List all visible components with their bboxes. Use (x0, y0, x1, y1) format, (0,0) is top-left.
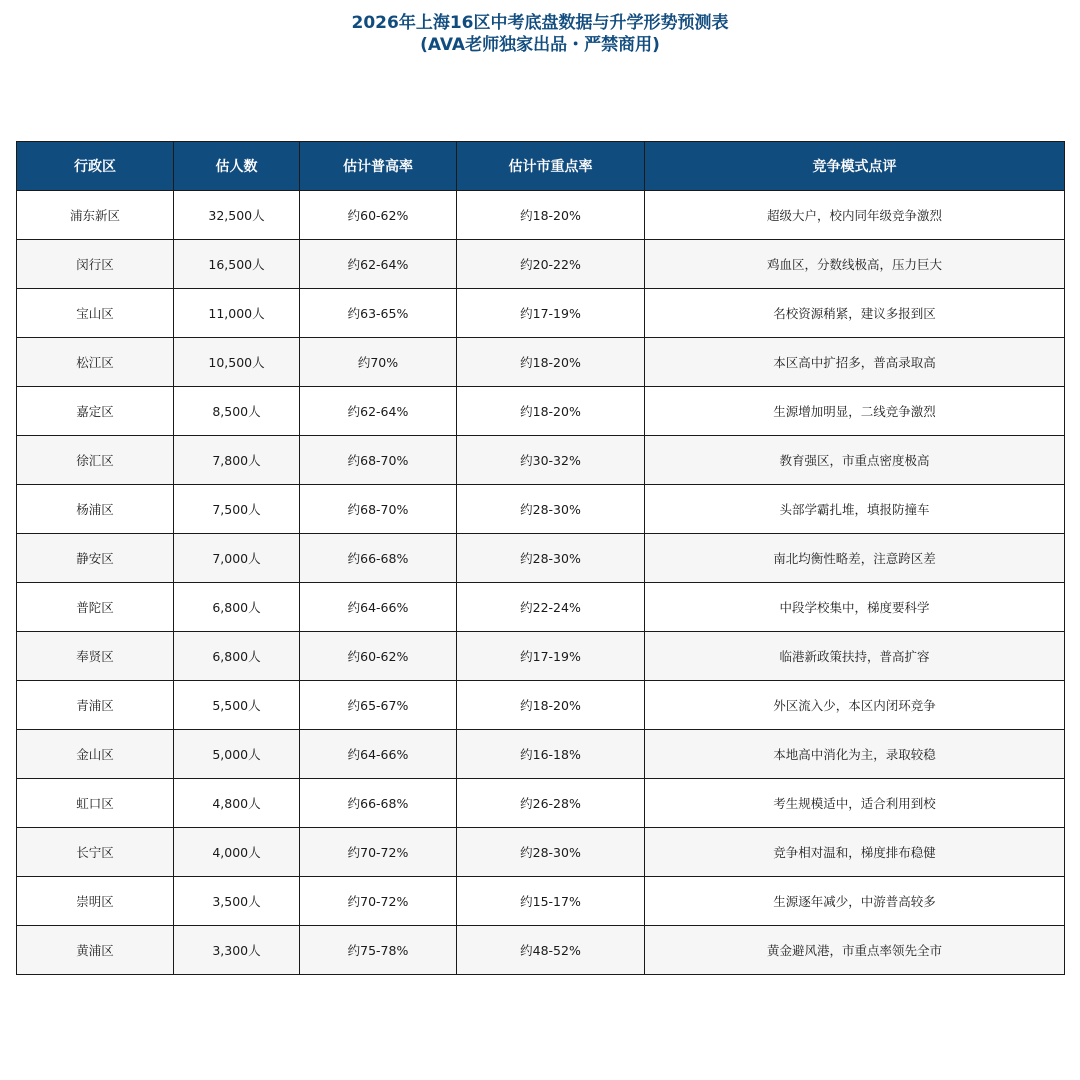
cell-competition-comment: 鸡血区，分数线极高，压力巨大 (645, 240, 1065, 289)
cell-key-high-rate: 约15-17% (457, 877, 645, 926)
title-line-1: 2026年上海16区中考底盘数据与升学形势预测表 (351, 13, 729, 33)
cell-key-high-rate: 约28-30% (457, 534, 645, 583)
cell-competition-comment: 临港新政策扶持，普高扩容 (645, 632, 1065, 681)
cell-general-high-rate: 约64-66% (300, 583, 457, 632)
cell-key-high-rate: 约18-20% (457, 681, 645, 730)
cell-key-high-rate: 约22-24% (457, 583, 645, 632)
cell-district: 虹口区 (17, 779, 174, 828)
cell-district: 金山区 (17, 730, 174, 779)
cell-competition-comment: 生源增加明显，二线竞争激烈 (645, 387, 1065, 436)
table-row (17, 877, 1065, 926)
cell-population: 8,500人 (174, 387, 300, 436)
cell-competition-comment: 南北均衡性略差，注意跨区差 (645, 534, 1065, 583)
cell-general-high-rate: 约60-62% (300, 632, 457, 681)
table-row (17, 240, 1065, 289)
cell-key-high-rate: 约30-32% (457, 436, 645, 485)
cell-competition-comment: 外区流入少，本区内闭环竞争 (645, 681, 1065, 730)
cell-competition-comment: 考生规模适中，适合利用到校 (645, 779, 1065, 828)
cell-general-high-rate: 约70-72% (300, 828, 457, 877)
forecast-table (16, 141, 1065, 975)
cell-key-high-rate: 约16-18% (457, 730, 645, 779)
column-header-key-high-rate: 估计市重点率 (457, 142, 645, 191)
cell-population: 3,500人 (174, 877, 300, 926)
cell-key-high-rate: 约18-20% (457, 191, 645, 240)
table-row (17, 730, 1065, 779)
table-body (17, 191, 1065, 975)
cell-key-high-rate: 约28-30% (457, 485, 645, 534)
cell-district: 闵行区 (17, 240, 174, 289)
cell-competition-comment: 生源逐年减少，中游普高较多 (645, 877, 1065, 926)
cell-general-high-rate: 约75-78% (300, 926, 457, 975)
cell-population: 7,500人 (174, 485, 300, 534)
cell-competition-comment: 教育强区，市重点密度极高 (645, 436, 1065, 485)
cell-population: 7,800人 (174, 436, 300, 485)
table-row (17, 779, 1065, 828)
cell-population: 10,500人 (174, 338, 300, 387)
cell-competition-comment: 超级大户，校内同年级竞争激烈 (645, 191, 1065, 240)
cell-population: 11,000人 (174, 289, 300, 338)
table-header-row (17, 142, 1065, 191)
cell-competition-comment: 名校资源稍紧，建议多报到区 (645, 289, 1065, 338)
cell-population: 6,800人 (174, 583, 300, 632)
cell-competition-comment: 本地高中消化为主，录取较稳 (645, 730, 1065, 779)
column-header-district: 行政区 (17, 142, 174, 191)
cell-population: 3,300人 (174, 926, 300, 975)
cell-general-high-rate: 约70-72% (300, 877, 457, 926)
cell-population: 32,500人 (174, 191, 300, 240)
cell-key-high-rate: 约18-20% (457, 338, 645, 387)
cell-key-high-rate: 约48-52% (457, 926, 645, 975)
cell-competition-comment: 黄金避风港，市重点率领先全市 (645, 926, 1065, 975)
cell-district: 徐汇区 (17, 436, 174, 485)
cell-district: 宝山区 (17, 289, 174, 338)
page-title (0, 12, 1080, 56)
table-row (17, 534, 1065, 583)
cell-district: 普陀区 (17, 583, 174, 632)
cell-general-high-rate: 约66-68% (300, 534, 457, 583)
cell-general-high-rate: 约60-62% (300, 191, 457, 240)
cell-population: 7,000人 (174, 534, 300, 583)
column-header-population: 估人数 (174, 142, 300, 191)
cell-district: 杨浦区 (17, 485, 174, 534)
title-line-2: (AVA老师独家出品・严禁商用) (420, 35, 660, 55)
cell-key-high-rate: 约20-22% (457, 240, 645, 289)
cell-key-high-rate: 约26-28% (457, 779, 645, 828)
cell-population: 6,800人 (174, 632, 300, 681)
cell-general-high-rate: 约63-65% (300, 289, 457, 338)
table-row (17, 387, 1065, 436)
cell-general-high-rate: 约70% (300, 338, 457, 387)
table-row (17, 583, 1065, 632)
column-header-general-high-rate: 估计普高率 (300, 142, 457, 191)
table-row (17, 191, 1065, 240)
cell-key-high-rate: 约17-19% (457, 289, 645, 338)
cell-key-high-rate: 约18-20% (457, 387, 645, 436)
cell-district: 崇明区 (17, 877, 174, 926)
table-row (17, 289, 1065, 338)
cell-district: 浦东新区 (17, 191, 174, 240)
cell-population: 4,800人 (174, 779, 300, 828)
cell-general-high-rate: 约68-70% (300, 436, 457, 485)
cell-district: 奉贤区 (17, 632, 174, 681)
cell-competition-comment: 中段学校集中，梯度要科学 (645, 583, 1065, 632)
cell-district: 静安区 (17, 534, 174, 583)
table-row (17, 485, 1065, 534)
cell-district: 松江区 (17, 338, 174, 387)
cell-general-high-rate: 约64-66% (300, 730, 457, 779)
cell-competition-comment: 竞争相对温和，梯度排布稳健 (645, 828, 1065, 877)
cell-competition-comment: 头部学霸扎堆，填报防撞车 (645, 485, 1065, 534)
cell-key-high-rate: 约17-19% (457, 632, 645, 681)
cell-general-high-rate: 约66-68% (300, 779, 457, 828)
cell-general-high-rate: 约62-64% (300, 387, 457, 436)
cell-district: 青浦区 (17, 681, 174, 730)
cell-key-high-rate: 约28-30% (457, 828, 645, 877)
table-row (17, 681, 1065, 730)
cell-population: 16,500人 (174, 240, 300, 289)
cell-district: 长宁区 (17, 828, 174, 877)
cell-general-high-rate: 约68-70% (300, 485, 457, 534)
table-row (17, 926, 1065, 975)
cell-population: 5,000人 (174, 730, 300, 779)
cell-general-high-rate: 约65-67% (300, 681, 457, 730)
cell-district: 黄浦区 (17, 926, 174, 975)
cell-district: 嘉定区 (17, 387, 174, 436)
cell-competition-comment: 本区高中扩招多，普高录取高 (645, 338, 1065, 387)
column-header-competition-comment: 竞争模式点评 (645, 142, 1065, 191)
cell-general-high-rate: 约62-64% (300, 240, 457, 289)
cell-population: 5,500人 (174, 681, 300, 730)
cell-population: 4,000人 (174, 828, 300, 877)
table-row (17, 436, 1065, 485)
table-row (17, 828, 1065, 877)
table-row (17, 632, 1065, 681)
table-row (17, 338, 1065, 387)
